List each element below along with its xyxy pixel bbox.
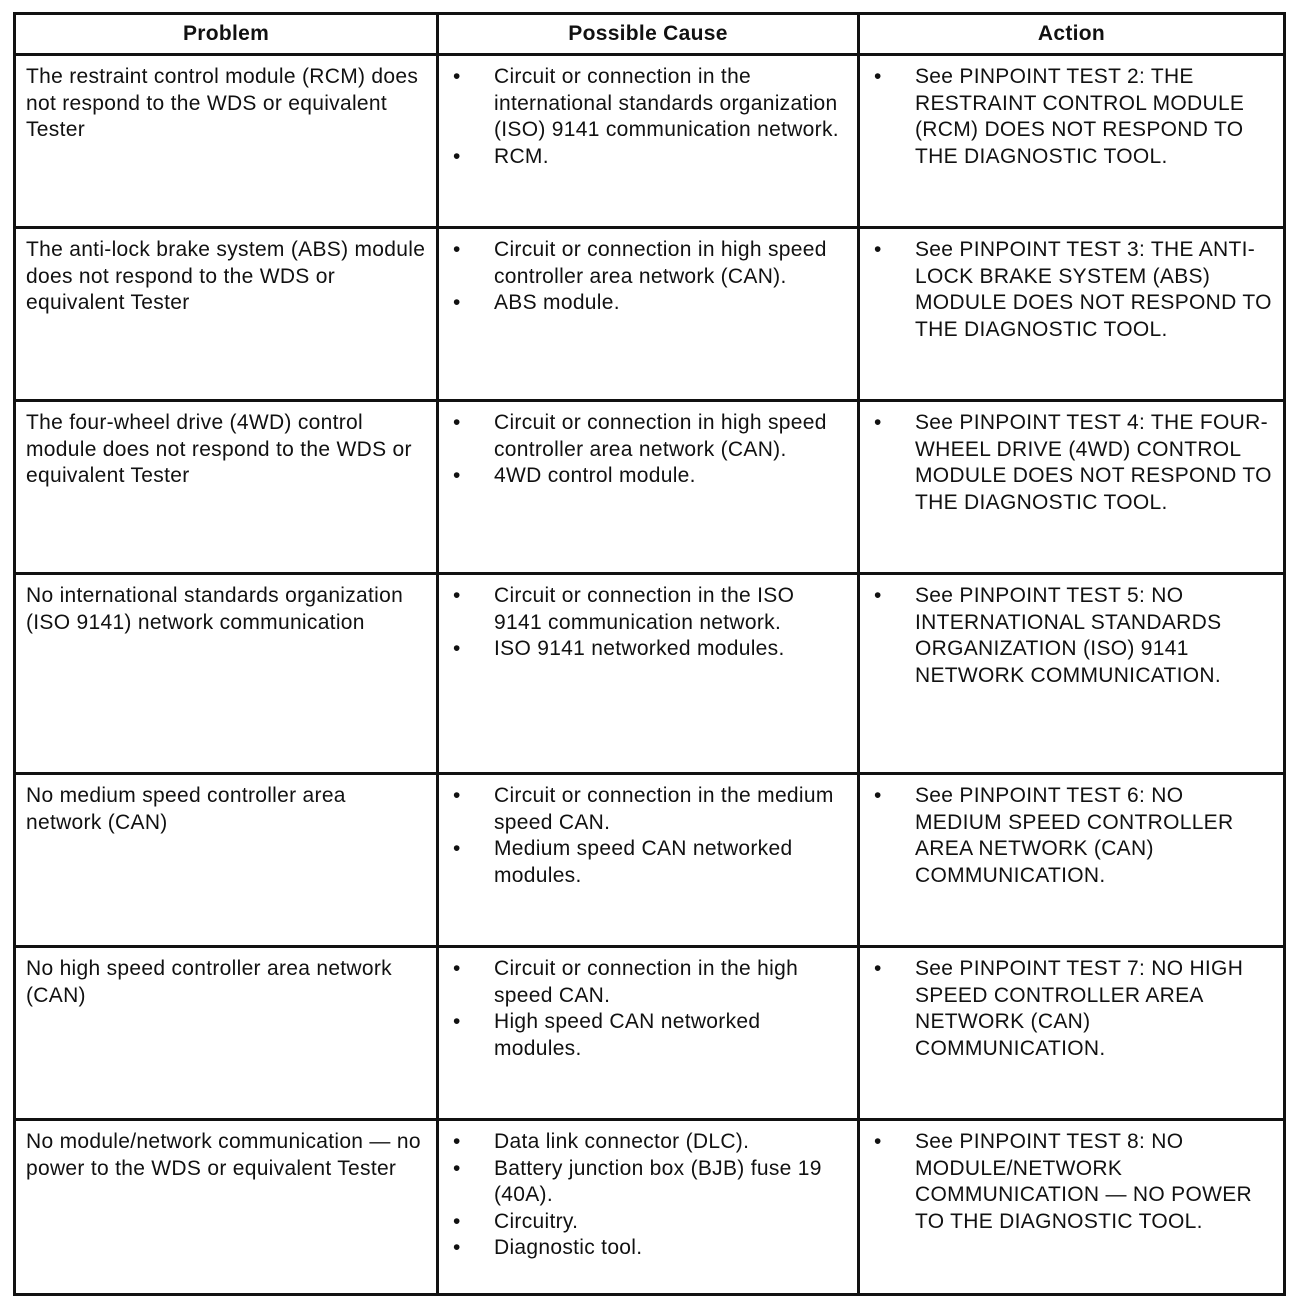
bullet-icon: •	[453, 957, 461, 980]
header-problem: Problem	[15, 14, 438, 55]
cause-item	[449, 636, 847, 663]
cause-text: Circuit or connection in high speed controller area network (CAN).	[494, 411, 827, 461]
bullet-icon: •	[453, 65, 461, 88]
cause-item	[449, 1209, 847, 1236]
bullet-icon: •	[453, 584, 461, 607]
cause-item	[449, 1156, 847, 1209]
bullet-icon: •	[453, 837, 461, 860]
cause-item	[449, 1009, 847, 1062]
bullet-icon: •	[874, 65, 882, 88]
problem-cell: The four-wheel drive (4WD) control module does not respond to the WDS or equivalent Tester	[15, 401, 438, 574]
action-cell	[859, 574, 1285, 774]
header-row	[15, 14, 1285, 55]
cause-cell	[438, 401, 859, 574]
action-item	[870, 410, 1273, 516]
cause-list	[449, 783, 847, 889]
bullet-icon: •	[874, 784, 882, 807]
action-list	[870, 1129, 1273, 1235]
cause-cell	[438, 947, 859, 1120]
cause-item	[449, 1129, 847, 1156]
action-item	[870, 237, 1273, 343]
action-text: See PINPOINT TEST 6: NO MEDIUM SPEED CONTROLLER AREA NETWORK (CAN) COMMUNICATION.	[915, 784, 1234, 887]
action-text: See PINPOINT TEST 3: THE ANTI-LOCK BRAKE SYSTEM (ABS) MODULE DOES NOT RESPOND TO THE DIAGNOSTIC TOOL.	[915, 238, 1272, 341]
cause-text: Circuitry.	[494, 1209, 579, 1233]
action-list	[870, 783, 1273, 889]
cause-list	[449, 583, 847, 663]
bullet-icon: •	[453, 1010, 461, 1033]
cause-text: Circuit or connection in the high speed CAN.	[494, 957, 799, 1007]
cause-cell	[438, 1120, 859, 1295]
action-cell	[859, 228, 1285, 401]
action-text: See PINPOINT TEST 4: THE FOUR-WHEEL DRIVE (4WD) CONTROL MODULE DOES NOT RESPOND TO THE DIAGNOSTIC TOOL.	[915, 411, 1272, 514]
cause-item	[449, 583, 847, 636]
bullet-icon: •	[874, 957, 882, 980]
cause-text: Medium speed CAN networked modules.	[494, 837, 793, 887]
table-row	[15, 55, 1285, 228]
table-row	[15, 401, 1285, 574]
action-item	[870, 956, 1273, 1062]
cause-list	[449, 1129, 847, 1262]
cause-cell	[438, 774, 859, 947]
cause-list	[449, 410, 847, 490]
table-row	[15, 947, 1285, 1120]
cause-item	[449, 836, 847, 889]
bullet-icon: •	[453, 784, 461, 807]
bullet-icon: •	[453, 238, 461, 261]
cause-item	[449, 956, 847, 1009]
action-text: See PINPOINT TEST 8: NO MODULE/NETWORK COMMUNICATION — NO POWER TO THE DIAGNOSTIC TOOL.	[915, 1130, 1252, 1233]
cause-cell	[438, 574, 859, 774]
action-item	[870, 583, 1273, 689]
action-text: See PINPOINT TEST 5: NO INTERNATIONAL STANDARDS ORGANIZATION (ISO) 9141 NETWORK COMMUNICATION.	[915, 584, 1222, 687]
cause-list	[449, 64, 847, 170]
problem-cell: No international standards organization (ISO 9141) network communication	[15, 574, 438, 774]
cause-text: Circuit or connection in the medium speed CAN.	[494, 784, 834, 834]
cause-item	[449, 463, 847, 490]
problem-cell: No high speed controller area network (CAN)	[15, 947, 438, 1120]
table-row	[15, 228, 1285, 401]
cause-item	[449, 410, 847, 463]
cause-text: ABS module.	[494, 291, 620, 314]
cause-item	[449, 290, 847, 317]
action-cell	[859, 774, 1285, 947]
cause-text: RCM.	[494, 144, 549, 168]
cause-text: Battery junction box (BJB) fuse 19 (40A).	[494, 1156, 822, 1206]
bullet-icon: •	[453, 144, 461, 168]
action-text: See PINPOINT TEST 2: THE RESTRAINT CONTROL MODULE (RCM) DOES NOT RESPOND TO THE DIAGNOSTIC TOOL.	[915, 65, 1245, 168]
bullet-icon: •	[453, 1236, 461, 1259]
action-item	[870, 783, 1273, 889]
bullet-icon: •	[453, 1156, 461, 1180]
cause-item	[449, 237, 847, 290]
action-text: See PINPOINT TEST 7: NO HIGH SPEED CONTROLLER AREA NETWORK (CAN) COMMUNICATION.	[915, 957, 1244, 1060]
action-cell	[859, 401, 1285, 574]
cause-text: Circuit or connection in the international standards organization (ISO) 9141 communication network.	[494, 65, 839, 141]
cause-item	[449, 144, 847, 171]
cause-text: ISO 9141 networked modules.	[494, 637, 785, 660]
action-list	[870, 410, 1273, 516]
cause-text: 4WD control module.	[494, 464, 696, 487]
cause-cell	[438, 228, 859, 401]
problem-cell: No module/network communication — no power to the WDS or equivalent Tester	[15, 1120, 438, 1295]
cause-text: High speed CAN networked modules.	[494, 1010, 761, 1060]
bullet-icon: •	[453, 411, 461, 434]
bullet-icon: •	[874, 584, 882, 607]
bullet-icon: •	[453, 291, 461, 314]
problem-cell: The restraint control module (RCM) does not respond to the WDS or equivalent Tester	[15, 55, 438, 228]
cause-item	[449, 1235, 847, 1262]
cause-item	[449, 64, 847, 144]
cause-text: Diagnostic tool.	[494, 1236, 643, 1259]
bullet-icon: •	[453, 637, 461, 660]
action-list	[870, 956, 1273, 1062]
action-cell	[859, 1120, 1285, 1295]
table-row	[15, 1120, 1285, 1295]
header-action: Action	[859, 14, 1285, 55]
bullet-icon: •	[874, 238, 882, 261]
action-cell	[859, 55, 1285, 228]
table-row	[15, 774, 1285, 947]
cause-text: Circuit or connection in high speed controller area network (CAN).	[494, 238, 827, 288]
symptom-chart-table	[13, 12, 1286, 1296]
bullet-icon: •	[874, 411, 882, 434]
action-list	[870, 64, 1273, 170]
action-list	[870, 237, 1273, 343]
cause-text: Data link connector (DLC).	[494, 1130, 750, 1153]
cause-list	[449, 237, 847, 317]
problem-cell: No medium speed controller area network (CAN)	[15, 774, 438, 947]
bullet-icon: •	[453, 464, 461, 487]
action-list	[870, 583, 1273, 689]
cause-list	[449, 956, 847, 1062]
bullet-icon: •	[874, 1130, 882, 1153]
cause-item	[449, 783, 847, 836]
action-cell	[859, 947, 1285, 1120]
action-item	[870, 64, 1273, 170]
action-item	[870, 1129, 1273, 1235]
cause-text: Circuit or connection in the ISO 9141 communication network.	[494, 584, 795, 634]
table-row	[15, 574, 1285, 774]
bullet-icon: •	[453, 1209, 461, 1233]
problem-cell: The anti-lock brake system (ABS) module does not respond to the WDS or equivalent Tester	[15, 228, 438, 401]
cause-cell	[438, 55, 859, 228]
header-possible-cause: Possible Cause	[438, 14, 859, 55]
bullet-icon: •	[453, 1130, 461, 1153]
